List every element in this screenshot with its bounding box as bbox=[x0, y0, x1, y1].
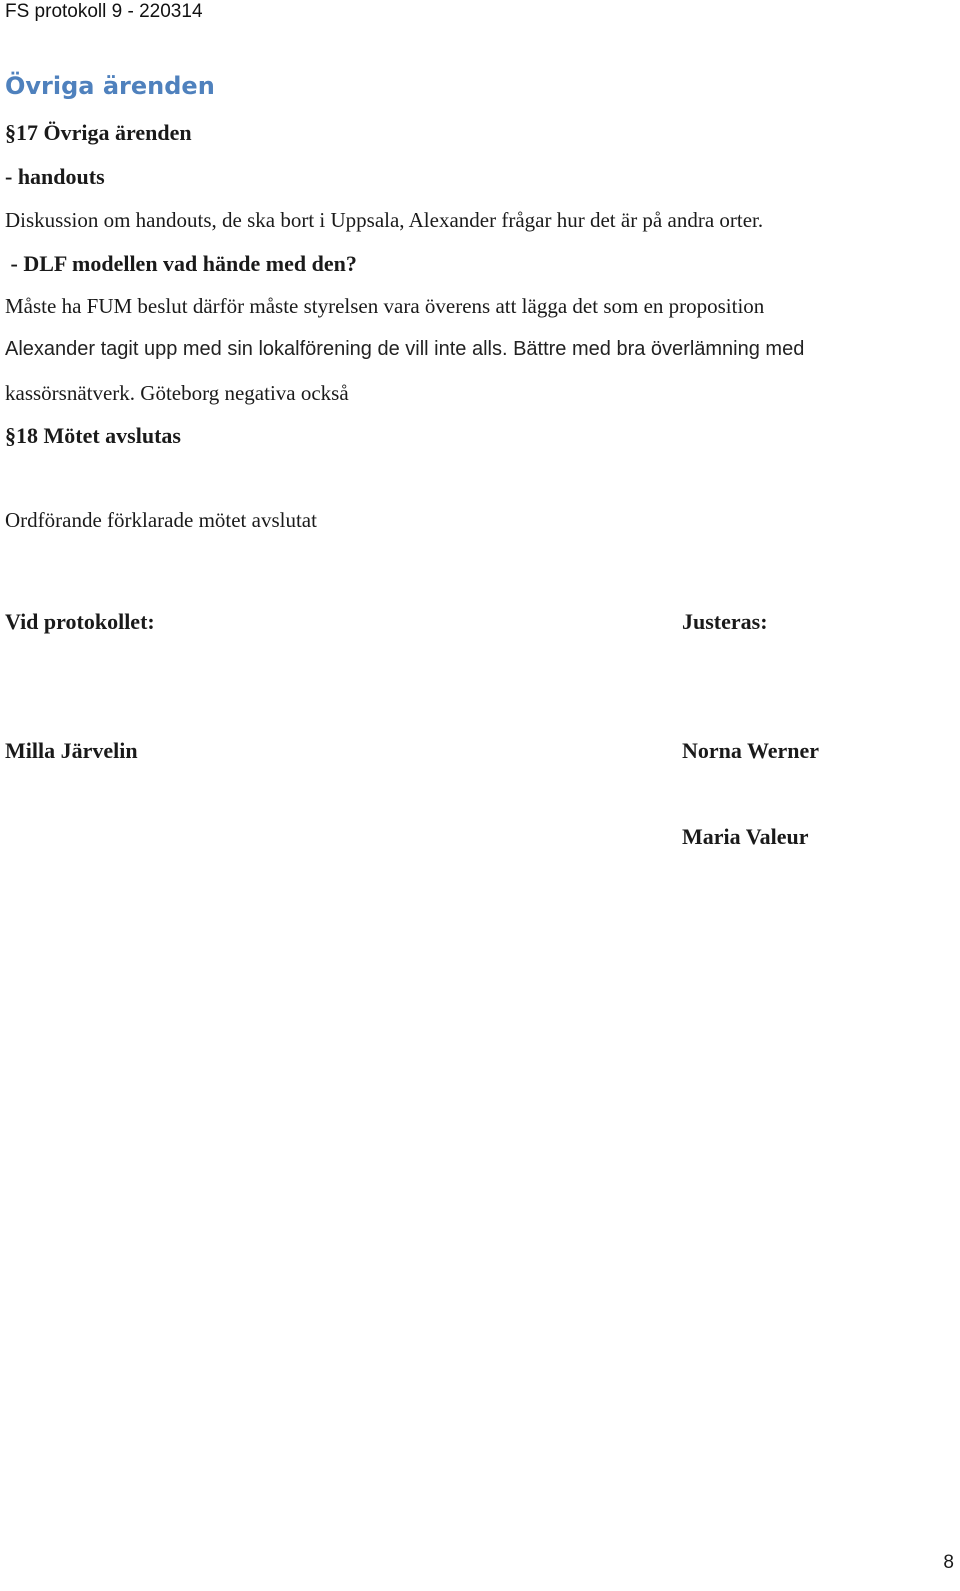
signature-name-left-1: Milla Järvelin bbox=[5, 738, 138, 763]
signature-name-right-2: Maria Valeur bbox=[682, 824, 809, 849]
signature-name-right-1: Norna Werner bbox=[682, 738, 820, 763]
page-number: 8 bbox=[943, 1552, 954, 1573]
heading-ovriga-arenden: Övriga ärenden bbox=[5, 72, 215, 100]
item-dlf-title: - DLF modellen vad hände med den? bbox=[5, 251, 357, 276]
item-dlf-text-line-1: Måste ha FUM beslut därför måste styrelsen vara överens att lägga det som en proposition bbox=[5, 294, 765, 318]
page-header: FS protokoll 9 - 220314 bbox=[5, 1, 203, 22]
section-17-title: §17 Övriga ärenden bbox=[5, 120, 192, 145]
item-handouts-text: Diskussion om handouts, de ska bort i Uppsala, Alexander frågar hur det är på andra orter. bbox=[5, 208, 764, 232]
item-handouts-title: - handouts bbox=[5, 164, 105, 189]
signature-label-right: Justeras: bbox=[682, 609, 768, 634]
item-dlf-text-line-2: Alexander tagit upp med sin lokalförening de vill inte alls. Bättre med bra överlämning med bbox=[5, 338, 805, 360]
signature-label-left: Vid protokollet: bbox=[5, 609, 155, 634]
item-dlf-text-line-3: kassörsnätverk. Göteborg negativa också bbox=[5, 381, 349, 405]
section-18-text: Ordförande förklarade mötet avslutat bbox=[5, 508, 317, 532]
section-18-title: §18 Mötet avslutas bbox=[5, 423, 181, 448]
